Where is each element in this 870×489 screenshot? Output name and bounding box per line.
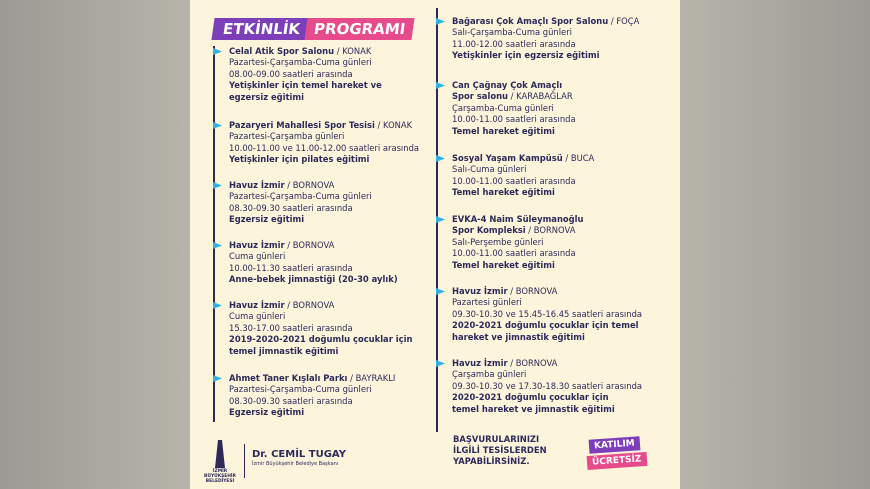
- municipality-logo: [200, 440, 240, 486]
- program: temel jimnastik eğitimi: [229, 345, 339, 356]
- logo-line: İZMİR: [212, 469, 228, 474]
- hours: 10.00-11.30 saatleri arasında: [229, 262, 353, 273]
- apply-line: YAPABİLİRSİNİZ.: [453, 456, 530, 466]
- days: Salı-Perşembe günleri: [452, 236, 544, 247]
- days: Pazartesi-Çarşamba-Cuma günleri: [229, 191, 372, 202]
- poster-title: [213, 17, 413, 41]
- program: temel hareket ve jimnastik eğitimi: [452, 403, 615, 414]
- logo-line: BÜYÜKŞEHİR: [204, 474, 236, 479]
- program: Temel hareket eğitimi: [452, 187, 555, 198]
- program: Egzersiz eğitimi: [229, 407, 305, 418]
- program: 2019-2020-2021 doğumlu çocuklar için: [229, 334, 413, 345]
- venue-name-line2: Spor Kompleksi: [452, 225, 526, 236]
- days: Cuma günleri: [229, 311, 286, 322]
- venue-name: Havuz İzmir: [452, 286, 508, 296]
- district: KONAK: [342, 46, 372, 56]
- logo-line: BELEDİYESİ: [205, 479, 235, 484]
- venue-name: Can Çağnay Çok Amaçlı: [452, 80, 563, 90]
- badge-bottom: ÜCRETSİZ: [587, 452, 647, 470]
- event-entry: Celal Atik Spor Salonu / KONAK Pazartesi-Çarşamba-Cuma günleri 08.00-09.00 saatleri arasında Yetişkinler için temel hareket ve egzersiz eğitimi: [215, 46, 425, 103]
- days: Çarşamba-Cuma günleri: [452, 102, 554, 113]
- bullet-arrow-icon: [213, 182, 222, 189]
- bullet-arrow-icon: [436, 18, 445, 25]
- event-entry: Pazaryeri Mahallesi Spor Tesisi / KONAK Pazartesi-Çarşamba günleri 10.00-11.00 ve 11.00-12.00 saatleri arasında Yetişkinler için pilates eğitimi: [215, 120, 425, 166]
- district: KONAK: [383, 120, 413, 130]
- venue-name: Havuz İzmir: [229, 180, 285, 190]
- venue-name: EVKA-4 Naim Süleymanoğlu: [452, 214, 584, 224]
- district: BORNOVA: [515, 358, 558, 368]
- hours: 09.30-10.30 ve 17.30-18.30 saatleri arasında: [452, 380, 643, 391]
- free-participation-badge: [587, 438, 649, 476]
- district: KARABAĞLAR: [516, 91, 573, 102]
- district: BORNOVA: [292, 240, 335, 250]
- poster-footer: [190, 432, 680, 489]
- event-entry: Can Çağnay Çok Amaçlı Spor salonu / KARABAĞLAR Çarşamba-Cuma günleri 10.00-11.00 saatleri arasında Temel hareket eğitimi: [438, 80, 670, 137]
- left-column: [213, 46, 425, 422]
- program: Egzersiz eğitimi: [229, 214, 305, 225]
- event-entry: Bağarası Çok Amaçlı Spor Salonu / FOÇA Salı-Çarşamba-Cuma günleri 11.00-12.00 saatleri arasında Yetişkinler için egzersiz eğitimi: [438, 16, 670, 62]
- days: Cuma günleri: [229, 251, 286, 262]
- bullet-arrow-icon: [436, 360, 445, 367]
- hours: 10.00-11.00 saatleri arasında: [452, 114, 576, 125]
- mayor-signature: [252, 449, 346, 467]
- hours: 10.00-11.00 saatleri arasında: [452, 248, 576, 259]
- event-poster: [190, 0, 680, 489]
- background-right: [680, 0, 870, 489]
- event-entry: Havuz İzmir / BORNOVA Pazartesi günleri 09.30-10.30 ve 15.45-16.45 saatleri arasında 2020-2021 doğumlu çocuklar için temel hareket ve jimnastik eğitimi: [438, 286, 670, 343]
- days: Pazartesi-Çarşamba günleri: [229, 131, 345, 142]
- mayor-name: Dr. CEMİL TUGAY: [252, 449, 346, 460]
- venue-name: Havuz İzmir: [229, 240, 285, 250]
- hours: 08.00-09.00 saatleri arasında: [229, 68, 353, 79]
- district: BAYRAKLI: [355, 373, 396, 383]
- hours: 11.00-12.00 saatleri arasında: [452, 38, 576, 49]
- days: Pazartesi günleri: [452, 297, 522, 308]
- program: egzersiz eğitimi: [229, 91, 305, 102]
- venue-name: Havuz İzmir: [229, 300, 285, 310]
- clock-tower-icon: [215, 440, 225, 468]
- program: Temel hareket eğitimi: [452, 125, 555, 136]
- program: Yetişkinler için pilates eğitimi: [229, 154, 370, 165]
- right-column: [436, 8, 670, 432]
- bullet-arrow-icon: [436, 82, 445, 89]
- event-entry: Ahmet Taner Kışlalı Parkı / BAYRAKLI Pazartesi-Çarşamba-Cuma günleri 08.30-09.30 saatleri arasında Egzersiz eğitimi: [215, 373, 425, 419]
- days: Çarşamba günleri: [452, 369, 527, 380]
- event-entry: Sosyal Yaşam Kampüsü / BUCA Salı-Cuma günleri 10.00-11.00 saatleri arasında Temel hareket eğitimi: [438, 153, 670, 199]
- footer-divider: [244, 444, 245, 478]
- program: 2020-2021 doğumlu çocuklar için: [452, 392, 609, 403]
- bullet-arrow-icon: [213, 48, 222, 55]
- district: BORNOVA: [292, 300, 335, 310]
- venue-name: Sosyal Yaşam Kampüsü: [452, 153, 563, 163]
- badge-top: KATILIM: [589, 436, 641, 454]
- bullet-arrow-icon: [213, 242, 222, 249]
- program: Yetişkinler için egzersiz eğitimi: [452, 50, 600, 61]
- district: BORNOVA: [515, 286, 558, 296]
- hours: 10.00-11.00 saatleri arasında: [452, 175, 576, 186]
- title-part2: PROGRAMI: [304, 18, 414, 40]
- district: BORNOVA: [533, 225, 576, 236]
- bullet-arrow-icon: [436, 155, 445, 162]
- background-left: [0, 0, 190, 489]
- days: Pazartesi-Çarşamba-Cuma günleri: [229, 384, 372, 395]
- days: Salı-Çarşamba-Cuma günleri: [452, 27, 572, 38]
- district: BORNOVA: [292, 180, 335, 190]
- bullet-arrow-icon: [213, 375, 222, 382]
- district: FOÇA: [616, 16, 640, 26]
- event-entry: Havuz İzmir / BORNOVA Pazartesi-Çarşamba-Cuma günleri 08.30-09.30 saatleri arasında Egzersiz eğitimi: [215, 180, 425, 226]
- venue-name: Havuz İzmir: [452, 358, 508, 368]
- bullet-arrow-icon: [213, 122, 222, 129]
- program: Temel hareket eğitimi: [452, 259, 555, 270]
- title-part1: ETKİNLİK: [211, 18, 309, 40]
- venue-name: Bağarası Çok Amaçlı Spor Salonu: [452, 16, 609, 26]
- venue-name-line2: Spor salonu: [452, 91, 509, 102]
- hours: 08.30-09.30 saatleri arasında: [229, 202, 353, 213]
- bullet-arrow-icon: [213, 302, 222, 309]
- event-entry: Havuz İzmir / BORNOVA Cuma günleri 15.30-17.00 saatleri arasında 2019-2020-2021 doğumlu çocuklar için temel jimnastik eğitimi: [215, 300, 425, 357]
- venue-name: Celal Atik Spor Salonu: [229, 46, 335, 56]
- mayor-role: İzmir Büyükşehir Belediye Başkanı: [252, 461, 339, 467]
- event-entry: Havuz İzmir / BORNOVA Çarşamba günleri 09.30-10.30 ve 17.30-18.30 saatleri arasında 2020-2021 doğumlu çocuklar için temel hareket ve jimnastik eğitimi: [438, 358, 670, 415]
- venue-name: Pazaryeri Mahallesi Spor Tesisi: [229, 120, 375, 130]
- bullet-arrow-icon: [436, 288, 445, 295]
- application-note: [453, 434, 593, 467]
- event-entry: Havuz İzmir / BORNOVA Cuma günleri 10.00-11.30 saatleri arasında Anne-bebek jimnastiği (20-30 aylık): [215, 240, 425, 286]
- hours: 15.30-17.00 saatleri arasında: [229, 322, 353, 333]
- days: Pazartesi-Çarşamba-Cuma günleri: [229, 57, 372, 68]
- program: 2020-2021 doğumlu çocuklar için temel: [452, 320, 639, 331]
- event-entry: EVKA-4 Naim Süleymanoğlu Spor Kompleksi / BORNOVA Salı-Perşembe günleri 10.00-11.00 saatleri arasında Temel hareket eğitimi: [438, 214, 670, 271]
- program: Anne-bebek jimnastiği (20-30 aylık): [229, 274, 398, 285]
- bullet-arrow-icon: [436, 216, 445, 223]
- district: BUCA: [570, 153, 595, 163]
- days: Salı-Cuma günleri: [452, 164, 527, 175]
- hours: 10.00-11.00 ve 11.00-12.00 saatleri arasında: [229, 142, 420, 153]
- program: Yetişkinler için temel hareket ve: [229, 80, 382, 91]
- apply-line: BAŞVURULARINIZI: [453, 434, 540, 444]
- venue-name: Ahmet Taner Kışlalı Parkı: [229, 373, 348, 383]
- hours: 08.30-09.30 saatleri arasında: [229, 395, 353, 406]
- hours: 09.30-10.30 ve 15.45-16.45 saatleri arasında: [452, 308, 643, 319]
- apply-line: İLGİLİ TESİSLERDEN: [453, 445, 547, 455]
- program: hareket ve jimnastik eğitimi: [452, 331, 585, 342]
